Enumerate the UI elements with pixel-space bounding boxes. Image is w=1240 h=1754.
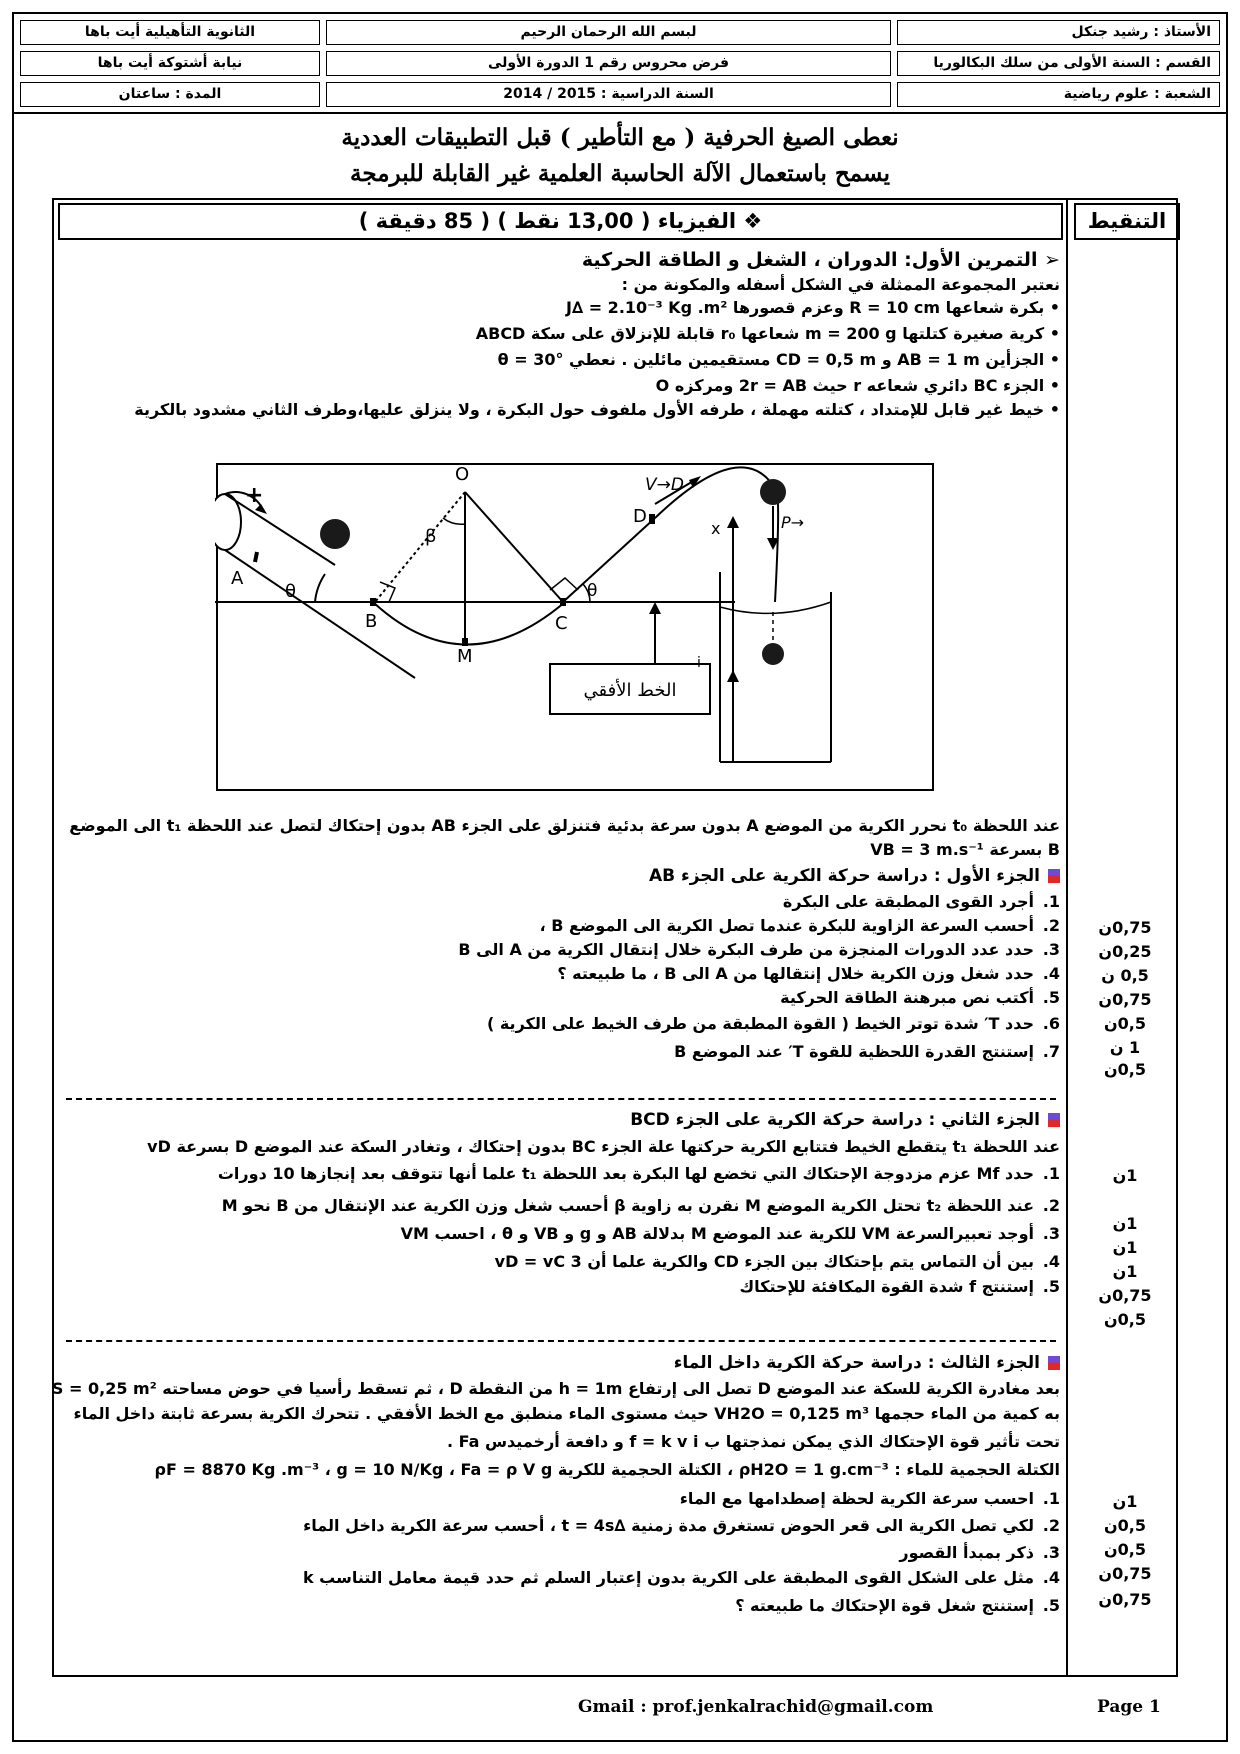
part1-question-5 xyxy=(60,988,1060,1008)
class-level: القسم : السنة الأولى من سلك البكالوريا xyxy=(897,51,1220,76)
q-number: 5. xyxy=(1042,1596,1060,1615)
part2-marker-icon xyxy=(1048,1113,1060,1127)
mark-p3-q1: 1ن xyxy=(1112,1492,1138,1511)
q-text: حدد عدد الدورات المنجزة من طرف البكرة خلال إنتقال الكرية من A الى B xyxy=(458,940,1034,959)
q-text: ذكر بمبدأ القصور xyxy=(899,1543,1034,1562)
part1-question-2 xyxy=(60,916,1060,936)
part3-question-2 xyxy=(60,1516,1060,1536)
q-text: احسب سرعة الكرية لحظة إصطدامها مع الماء xyxy=(679,1489,1034,1508)
q-number: 1. xyxy=(1042,1489,1060,1508)
q-number: 5. xyxy=(1042,988,1060,1007)
plus-sign: + xyxy=(245,483,264,508)
divider-1 xyxy=(66,1098,1056,1100)
frame-bottom xyxy=(52,1675,1178,1677)
mark-p1-q2: 0,25ن xyxy=(1098,942,1152,961)
mark-p3-q2: 0,5ن xyxy=(1104,1516,1146,1535)
q-text: لكي تصل الكرية الى قعر الحوض تستغرق مدة زمنية ∆t = 4s ، أحسب سرعة الكرية داخل الماء xyxy=(303,1516,1034,1535)
q-number: 2. xyxy=(1042,1516,1060,1535)
mark-p1-q4: 0,75ن xyxy=(1098,990,1152,1009)
part1-question-1 xyxy=(60,892,1060,912)
frame-left xyxy=(52,198,54,1677)
q-number: 6. xyxy=(1042,1014,1060,1033)
label-p: P→ xyxy=(781,513,805,532)
header-separator xyxy=(14,112,1226,114)
branch: الشعبة : علوم رياضية xyxy=(897,82,1220,107)
part3-question-3 xyxy=(60,1543,1060,1563)
q-number: 4. xyxy=(1042,964,1060,983)
horizontal-label-text: الخط الأفقي xyxy=(583,680,677,701)
q-number: 3. xyxy=(1042,1224,1060,1243)
label-d: D xyxy=(633,506,647,527)
part1-question-4 xyxy=(60,964,1060,984)
question-content xyxy=(51,244,1060,1669)
divider-2 xyxy=(66,1340,1056,1342)
instruction-line-1: نعطى الصيغ الحرفية ( مع التأطير ) قبل التطبيقات العددية xyxy=(341,124,899,151)
mark-p1-q6: 1 ن xyxy=(1109,1038,1141,1057)
mark-p2-q5: 0,75ن xyxy=(1098,1286,1152,1305)
label-theta-2: θ xyxy=(587,581,598,601)
teacher-name: الأستاذ : رشيد جنكل xyxy=(897,20,1220,45)
grading-header: التنقيط xyxy=(1074,203,1180,240)
q-text: مثل على الشكل القوى المطبقة على الكرية بدون إعتبار السلم ثم حدد قيمة معامل التناسب k xyxy=(302,1568,1034,1587)
part3-intro-2: به كمية من الماء حجمها VH2O = 0,125 m³ حيث مستوى الماء منطبق مع الخط الأفقي . تتحرك الكرية بسرعة ثابتة داخل الماء xyxy=(73,1404,1060,1423)
bullet-pulley: • بكرة شعاعها R = 10 cm وعزم قصورها J∆ = 2.10⁻³ Kg .m² xyxy=(60,298,1060,318)
label-i: i xyxy=(697,655,701,671)
q-text: أكتب نص مبرهنة الطاقة الحركية xyxy=(780,988,1034,1007)
frame-divider xyxy=(1066,198,1068,1677)
part2-question-4 xyxy=(60,1252,1060,1272)
part3-intro-1: بعد مغادرة الكرية للسكة عند الموضع D تصل الى إرتفاع h = 1m من النقطة D ، ثم تسقط رأسيا في حوض مساحته S = 0,25 m² xyxy=(51,1379,1060,1398)
label-beta: β xyxy=(425,526,437,547)
q-text: أحسب السرعة الزاوية للبكرة عندما تصل الكرية الى الموضع B ، xyxy=(539,916,1034,935)
label-x: x xyxy=(711,519,721,538)
q-number: 1. xyxy=(1042,1164,1060,1183)
instruction-line-2: يسمح باستعمال الآلة الحاسبة العلمية غير القابلة للبرمجة xyxy=(350,160,890,187)
q-number: 7. xyxy=(1042,1042,1060,1061)
exercise-intro: نعتبر المجموعة الممثلة في الشكل أسفله والمكونة من : xyxy=(621,275,1060,294)
q-text: أوجد تعبيرالسرعة VM للكرية عند الموضع M بدلالة AB و g و VB و θ ، احسب VM xyxy=(400,1224,1034,1243)
part2-question-1 xyxy=(60,1164,1060,1184)
mark-p3-q3: 0,5ن xyxy=(1104,1540,1146,1559)
label-m: M xyxy=(457,646,473,667)
q-number: 5. xyxy=(1042,1277,1060,1296)
header-row-2 xyxy=(20,51,1220,76)
mark-p1-q5: 0,5ن xyxy=(1104,1014,1146,1033)
q-number: 4. xyxy=(1042,1568,1060,1587)
part1-marker-icon xyxy=(1048,869,1060,883)
q-number: 3. xyxy=(1042,1543,1060,1562)
q-text: بين أن التماس يتم بإحتكاك بين الجزء CD والكرية علما أن 3 vD = vC xyxy=(494,1252,1034,1271)
q-text: عند اللحظة t₂ تحتل الكرية الموضع M نقرن به زاوية β أحسب شغل وزن الكرية عند الإنتقال من B نحو M xyxy=(221,1196,1034,1215)
bullet-thread: • خيط غير قابل للإمتداد ، كتلته مهملة ، طرفه الأول ملفوف حول البكرة ، ولا ينزلق عليها،وطرف الثاني مشدود بالكرية xyxy=(60,400,1060,420)
part2-intro: عند اللحظة t₁ يتقطع الخيط فتتابع الكرية حركتها علة الجزء BC بدون إحتكاك ، وتغادر السكة عند الموضع D بسرعة vD xyxy=(147,1137,1060,1156)
section-title: ❖ الفيزياء ( 13,00 نقط ) ( 85 دقيقة ) xyxy=(58,203,1063,240)
footer-email: Gmail : prof.jenkalrachid@gmail.com xyxy=(578,1697,934,1717)
part3-question-4 xyxy=(60,1568,1060,1588)
part3-title xyxy=(60,1353,1060,1373)
label-a: A xyxy=(231,568,244,589)
q-text: حدد Mf عزم مزدوجة الإحتكاك التي تخضع لها البكرة بعد اللحظة t₁ علما أنها تتوقف بعد إنجازها 10 دورات xyxy=(217,1164,1034,1183)
school-name: الثانوية التأهيلية أيت باها xyxy=(20,20,320,45)
mark-p1-q3: 0,5 ن xyxy=(1101,966,1149,985)
part2-title xyxy=(60,1110,1060,1130)
part2-question-3 xyxy=(60,1224,1060,1244)
frame-top xyxy=(52,198,1178,200)
q-number: 4. xyxy=(1042,1252,1060,1271)
part3-question-1 xyxy=(60,1489,1060,1509)
part1-question-7 xyxy=(60,1042,1060,1062)
mark-p2-extra: 0,5ن xyxy=(1104,1310,1146,1329)
school-year: السنة الدراسية : 2015 / 2014 xyxy=(326,82,891,107)
bullet-ball: • كرية صغيرة كتلتها m = 200 g شعاعها r₀ قابلة للإنزلاق على سكة ABCD xyxy=(60,324,1060,344)
bullet-segments: • الجزأين AB = 1 m و CD = 0,5 m مستقيمين مائلين . نعطي θ = 30° xyxy=(60,350,1060,370)
q-text: إستنتج f شدة القوة المكافئة للإحتكاك xyxy=(739,1277,1034,1296)
q-text: إستنتج القدرة اللحظية للقوة T′ عند الموضع B xyxy=(674,1042,1034,1061)
exam-title: فرض محروس رقم 1 الدورة الأولى xyxy=(326,51,891,76)
mark-p2-q3: 1ن xyxy=(1112,1238,1138,1257)
part3-marker-icon xyxy=(1048,1356,1060,1370)
label-o-text: O xyxy=(455,464,470,485)
q-number: 2. xyxy=(1042,916,1060,935)
mark-p3-q4: 0,75ن xyxy=(1098,1564,1152,1583)
mark-p1-q1: 0,75ن xyxy=(1098,918,1152,937)
q-text: إستنتج شغل قوة الإحتكاك ما طبيعته ؟ xyxy=(735,1596,1034,1615)
q-text: حدد شغل وزن الكرية خلال إنتقالها من A الى B ، ما طبيعته ؟ xyxy=(557,964,1034,983)
exam-duration: المدة : ساعتان xyxy=(20,82,320,107)
header-row-3 xyxy=(20,82,1220,107)
part3-title-text: الجزء الثالث : دراسة حركة الكرية داخل الماء xyxy=(673,1353,1040,1373)
header-row-1 xyxy=(20,20,1220,45)
q-text: حدد T′ شدة توتر الخيط ( القوة المطبقة من طرف الخيط على الكرية ) xyxy=(486,1014,1034,1033)
label-vd: V→D xyxy=(645,475,684,495)
label-b: B xyxy=(365,611,378,632)
mark-p2-q4: 1ن xyxy=(1112,1262,1138,1281)
mark-p2-q2: 1ن xyxy=(1112,1214,1138,1233)
q-number: 1. xyxy=(1042,892,1060,911)
exercise-title: ➢ التمرين الأول: الدوران ، الشغل و الطاقة الحركية xyxy=(581,249,1060,271)
statement-line-2: B بسرعة VB = 3 m.s⁻¹ xyxy=(870,840,1060,859)
part2-question-2 xyxy=(60,1196,1060,1216)
part1-question-6 xyxy=(60,1014,1060,1034)
q-number: 2. xyxy=(1042,1196,1060,1215)
label-theta-1: θ xyxy=(285,581,297,602)
part2-question-5 xyxy=(60,1277,1060,1297)
part1-question-3 xyxy=(60,940,1060,960)
footer-page: Page 1 xyxy=(1097,1697,1161,1717)
basmala: لبسم الله الرحمان الرحيم xyxy=(326,20,891,45)
frame-right xyxy=(1176,198,1178,1677)
part1-title xyxy=(60,866,1060,886)
part2-title-text: الجزء الثاني : دراسة حركة الكرية على الجزء BCD xyxy=(630,1110,1040,1130)
q-number: 3. xyxy=(1042,940,1060,959)
mark-p3-q5: 0,75ن xyxy=(1098,1590,1152,1609)
part3-question-5 xyxy=(60,1596,1060,1616)
part3-intro-3: تحت تأثير قوة الإحتكاك الذي يمكن نمذجتها ب f = k v i و دافعة أرخميدس Fa . xyxy=(446,1432,1060,1451)
bullet-arc: • الجزء BC دائري شعاعه r حيث 2r = AB ومركزه O xyxy=(60,376,1060,396)
mark-p1-q7: 0,5ن xyxy=(1104,1060,1146,1079)
label-c: C xyxy=(555,613,568,634)
mark-p2-q1: 1ن xyxy=(1112,1166,1138,1185)
part3-intro-4: الكتلة الحجمية للماء : ρH2O = 1 g.cm⁻³ ، الكتلة الحجمية للكرية ρF = 8870 Kg .m⁻³ ، g = 10 N/Kg ، Fa = ρ V g xyxy=(154,1460,1060,1479)
part1-title-text: الجزء الأول : دراسة حركة الكرية على الجزء AB xyxy=(648,866,1040,886)
directorate: نيابة أشتوكة أيت باها xyxy=(20,51,320,76)
q-text: أجرد القوى المطبقة على البكرة xyxy=(782,892,1034,911)
statement-line-1: عند اللحظة t₀ نحرر الكرية من الموضع A بدون سرعة بدئية فتنزلق على الجزء AB بدون إحتكاك لتصل عند اللحظة t₁ الى الموضع xyxy=(69,816,1060,835)
